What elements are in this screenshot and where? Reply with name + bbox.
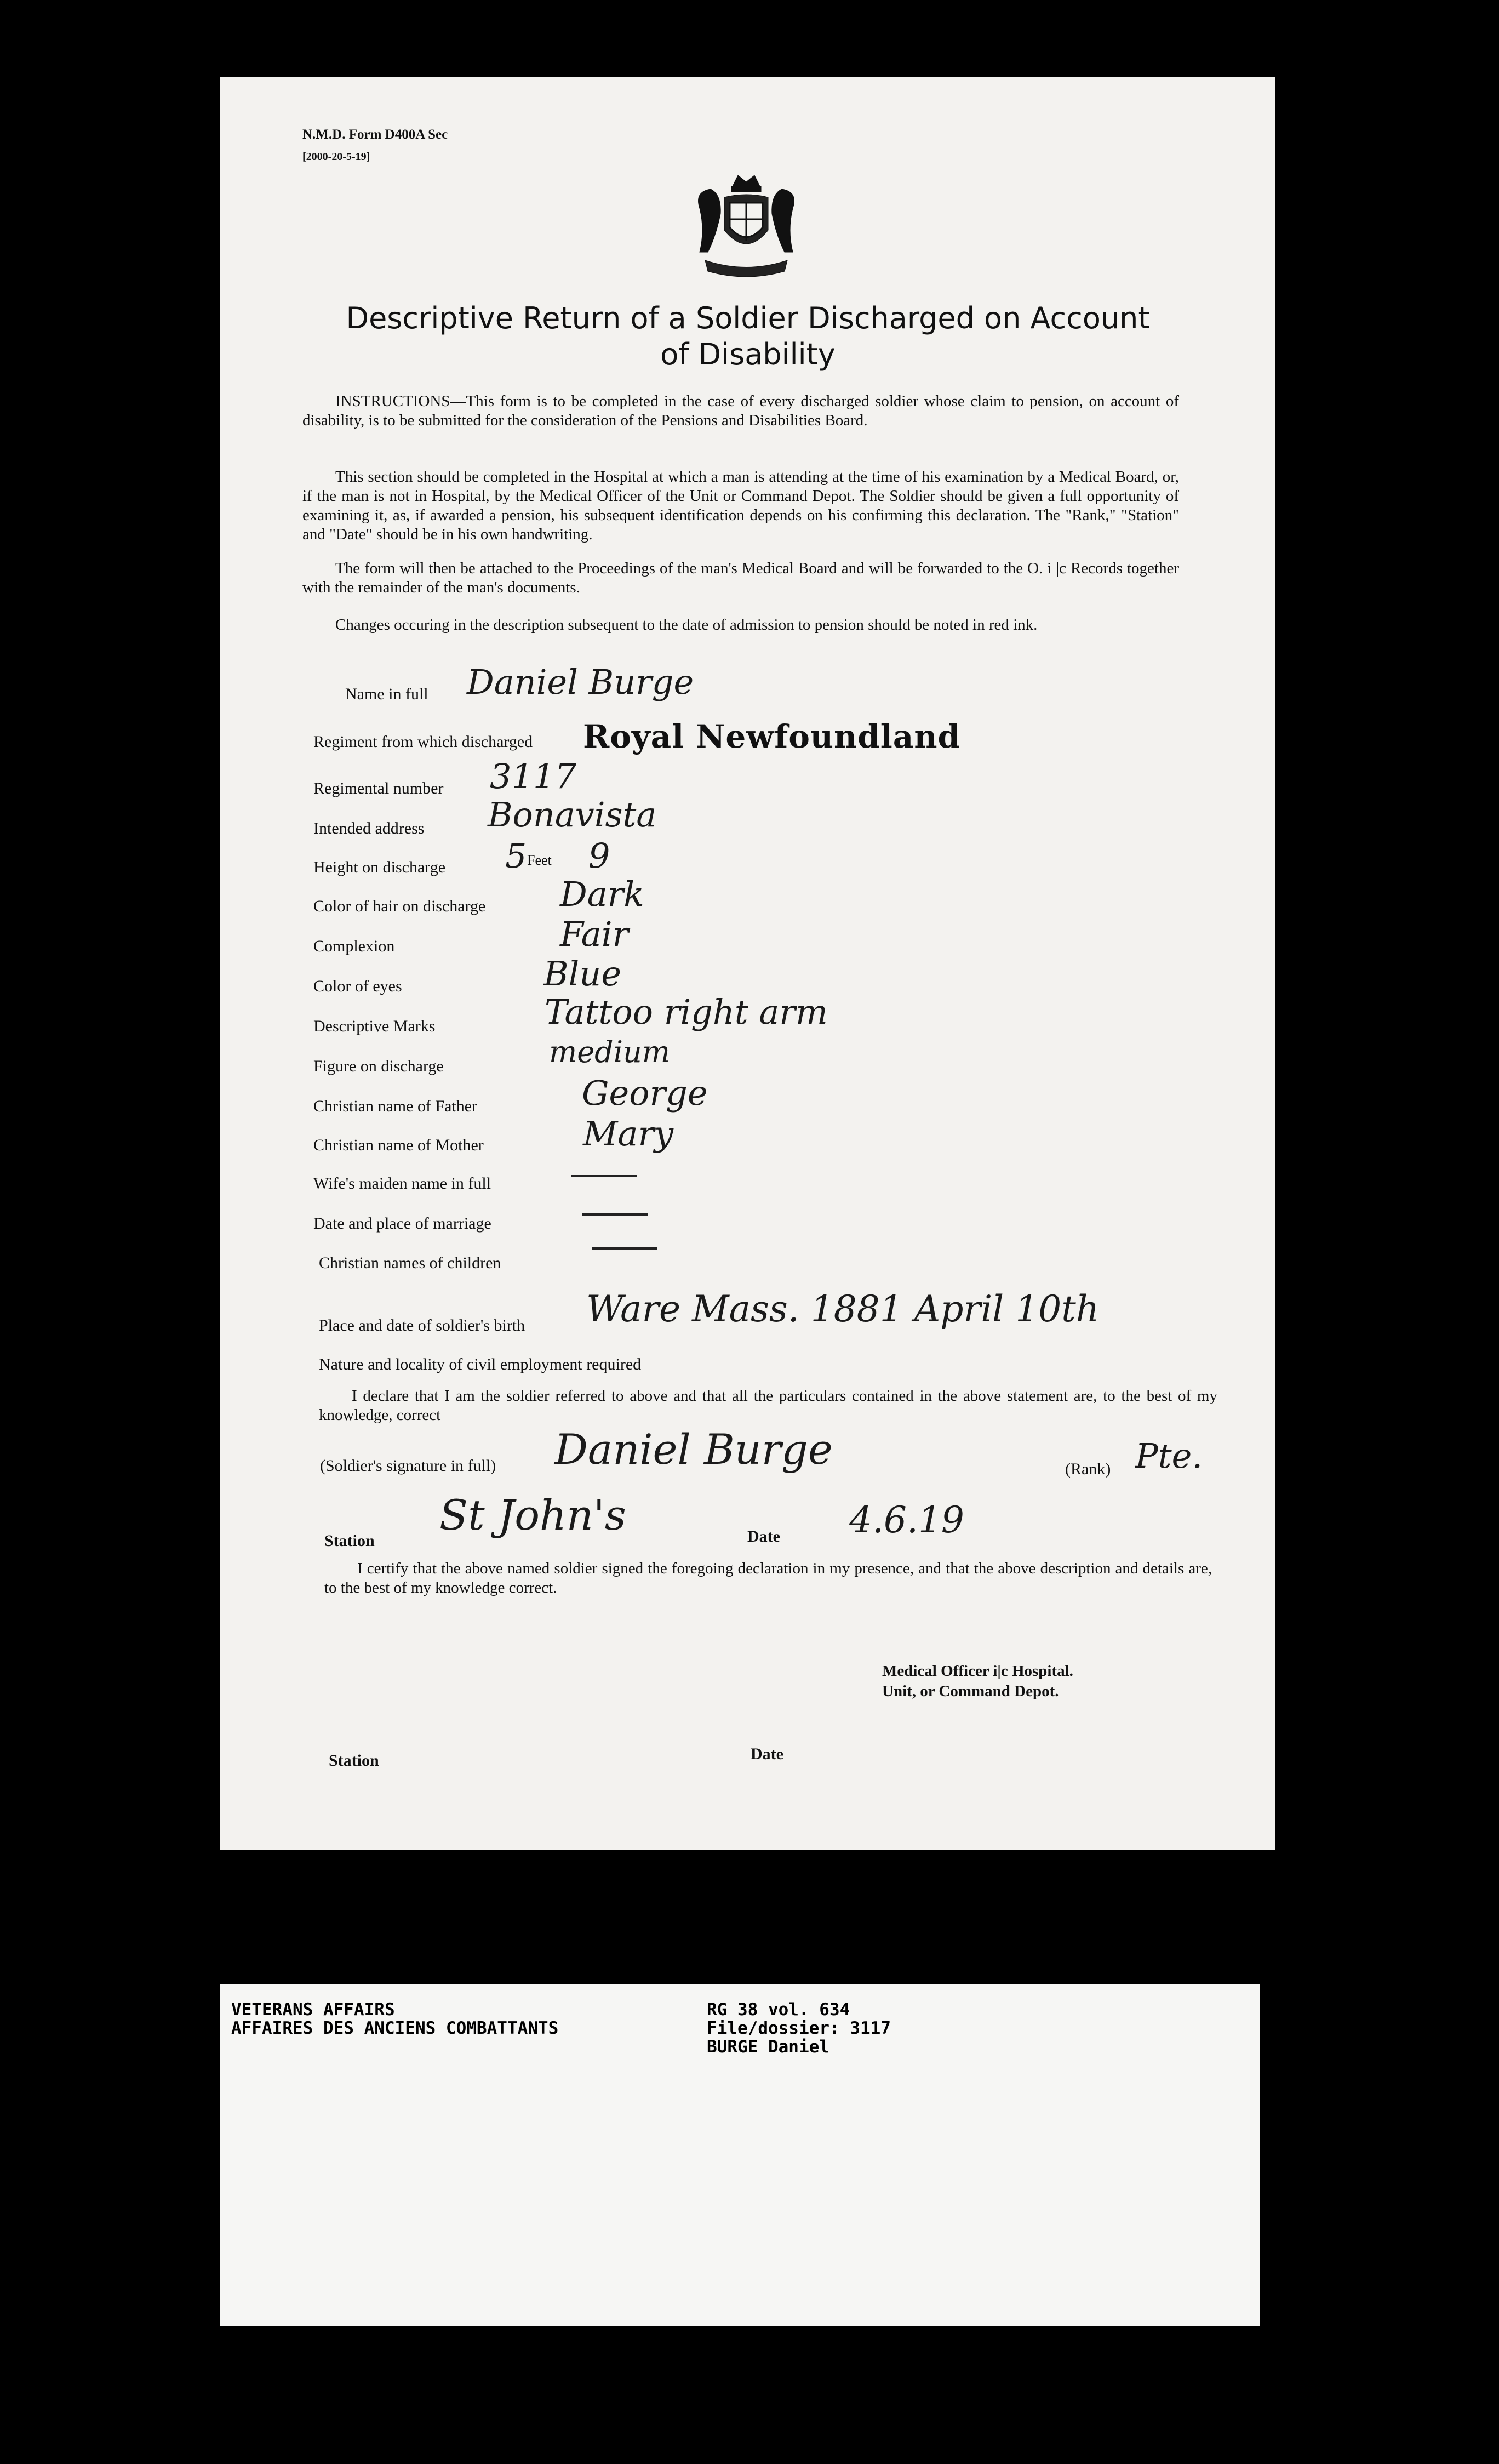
instructions-paragraph: INSTRUCTIONS—This form is to be completed in the case of every discharged soldier whose claim to pension, on account of disability, is to be submitted for the consideration of the Pensions and Disabilities Board. bbox=[302, 392, 1179, 429]
address-value: Bonavista bbox=[488, 795, 657, 835]
regimental-number-label: Regimental number bbox=[313, 779, 444, 797]
declaration-text: I declare that I am the soldier referred to above and that all the particulars contained in the above statement are, to the best of my knowledge, correct bbox=[319, 1387, 1217, 1424]
father-value: George bbox=[582, 1073, 708, 1113]
medical-officer-line1: Medical Officer i|c Hospital. bbox=[882, 1662, 1073, 1680]
name-label: Name in full bbox=[345, 685, 428, 703]
name-value: Daniel Burge bbox=[467, 662, 694, 702]
signature-label: (Soldier's signature in full) bbox=[320, 1457, 496, 1475]
birth-value: Ware Mass. 1881 April 10th bbox=[586, 1288, 1100, 1330]
address-label: Intended address bbox=[313, 819, 425, 837]
eyes-label: Color of eyes bbox=[313, 977, 402, 995]
marriage-blank-dash bbox=[582, 1213, 648, 1216]
height-label: Height on discharge bbox=[313, 858, 446, 876]
figure-label: Figure on discharge bbox=[313, 1057, 444, 1075]
regimental-number-value: 3117 bbox=[490, 756, 576, 796]
hair-label: Color of hair on discharge bbox=[313, 897, 486, 915]
children-blank-dash bbox=[592, 1247, 657, 1250]
station-value: St John's bbox=[439, 1491, 626, 1539]
date-label-2: Date bbox=[751, 1745, 783, 1763]
certification-text: I certify that the above named soldier signed the foregoing declaration in my presence, and that the above description and details are, to the best of my knowledge correct. bbox=[324, 1560, 1212, 1596]
regiment-value: Royal Newfoundland bbox=[583, 718, 961, 755]
station-label: Station bbox=[324, 1532, 375, 1550]
date-value: 4.6.19 bbox=[849, 1499, 964, 1541]
medical-officer-line2: Unit, or Command Depot. bbox=[882, 1682, 1059, 1700]
eyes-value: Blue bbox=[543, 954, 622, 994]
soldier-signature: Daniel Burge bbox=[554, 1425, 833, 1474]
instructions-paragraph: Changes occuring in the description subsequent to the date of admission to pension should be noted in red ink. bbox=[335, 616, 1038, 634]
instructions-paragraph: This section should be completed in the Hospital at which a man is attending at the time of his examination by a Medical Board, or, if the man is not in Hospital, by the Medical Officer of the Unit or Command Depot. The Soldier should be given a full opportunity of examining it, as, if awarded a pension, his subsequent identification depends on his confirming this declaration. The "Rank," "Station" and "Date" should be in his own handwriting. bbox=[302, 468, 1179, 543]
wife-label: Wife's maiden name in full bbox=[313, 1174, 491, 1193]
height-inches-value: 9 bbox=[588, 836, 610, 876]
complexion-value: Fair bbox=[560, 914, 629, 954]
card-org-fr: AFFAIRES DES ANCIENS COMBATTANTS bbox=[231, 2018, 559, 2038]
form-page bbox=[220, 77, 1275, 1850]
station-label-2: Station bbox=[329, 1752, 379, 1770]
print-code: [2000-20-5-19] bbox=[302, 151, 370, 163]
birth-label: Place and date of soldier's birth bbox=[319, 1316, 525, 1334]
wife-blank-dash bbox=[571, 1175, 637, 1177]
marks-value: Tattoo right arm bbox=[545, 992, 828, 1032]
hair-value: Dark bbox=[560, 874, 644, 914]
form-title-line1: Descriptive Return of a Soldier Discharged on Account bbox=[346, 301, 1150, 335]
mother-value: Mary bbox=[583, 1114, 674, 1154]
complexion-label: Complexion bbox=[313, 937, 395, 955]
children-label: Christian names of children bbox=[319, 1254, 501, 1272]
form-number: N.M.D. Form D400A Sec bbox=[302, 127, 448, 142]
regiment-label: Regiment from which discharged bbox=[313, 733, 533, 751]
archive-card bbox=[220, 1984, 1260, 2326]
height-feet-unit: Feet bbox=[527, 852, 552, 868]
instructions-paragraph: The form will then be attached to the Proceedings of the man's Medical Board and will be forwarded to the O. i |c Records together with the remainder of the man's documents. bbox=[302, 560, 1179, 596]
mother-label: Christian name of Mother bbox=[313, 1136, 484, 1154]
coat-of-arms-icon bbox=[678, 170, 815, 285]
figure-value: medium bbox=[549, 1035, 670, 1069]
card-file-number: File/dossier: 3117 bbox=[707, 2018, 891, 2038]
height-feet-value: 5 bbox=[505, 836, 527, 876]
card-org-en: VETERANS AFFAIRS bbox=[231, 2000, 395, 2020]
date-label: Date bbox=[747, 1527, 780, 1545]
card-soldier-name: BURGE Daniel bbox=[707, 2037, 829, 2057]
rank-value: Pte. bbox=[1135, 1436, 1203, 1476]
form-title-line2: of Disability bbox=[660, 337, 836, 372]
father-label: Christian name of Father bbox=[313, 1097, 478, 1115]
rank-label: (Rank) bbox=[1065, 1460, 1111, 1478]
marriage-label: Date and place of marriage bbox=[313, 1214, 491, 1233]
card-record-group: RG 38 vol. 634 bbox=[707, 2000, 850, 2020]
employment-label: Nature and locality of civil employment required bbox=[319, 1355, 642, 1373]
marks-label: Descriptive Marks bbox=[313, 1017, 436, 1035]
